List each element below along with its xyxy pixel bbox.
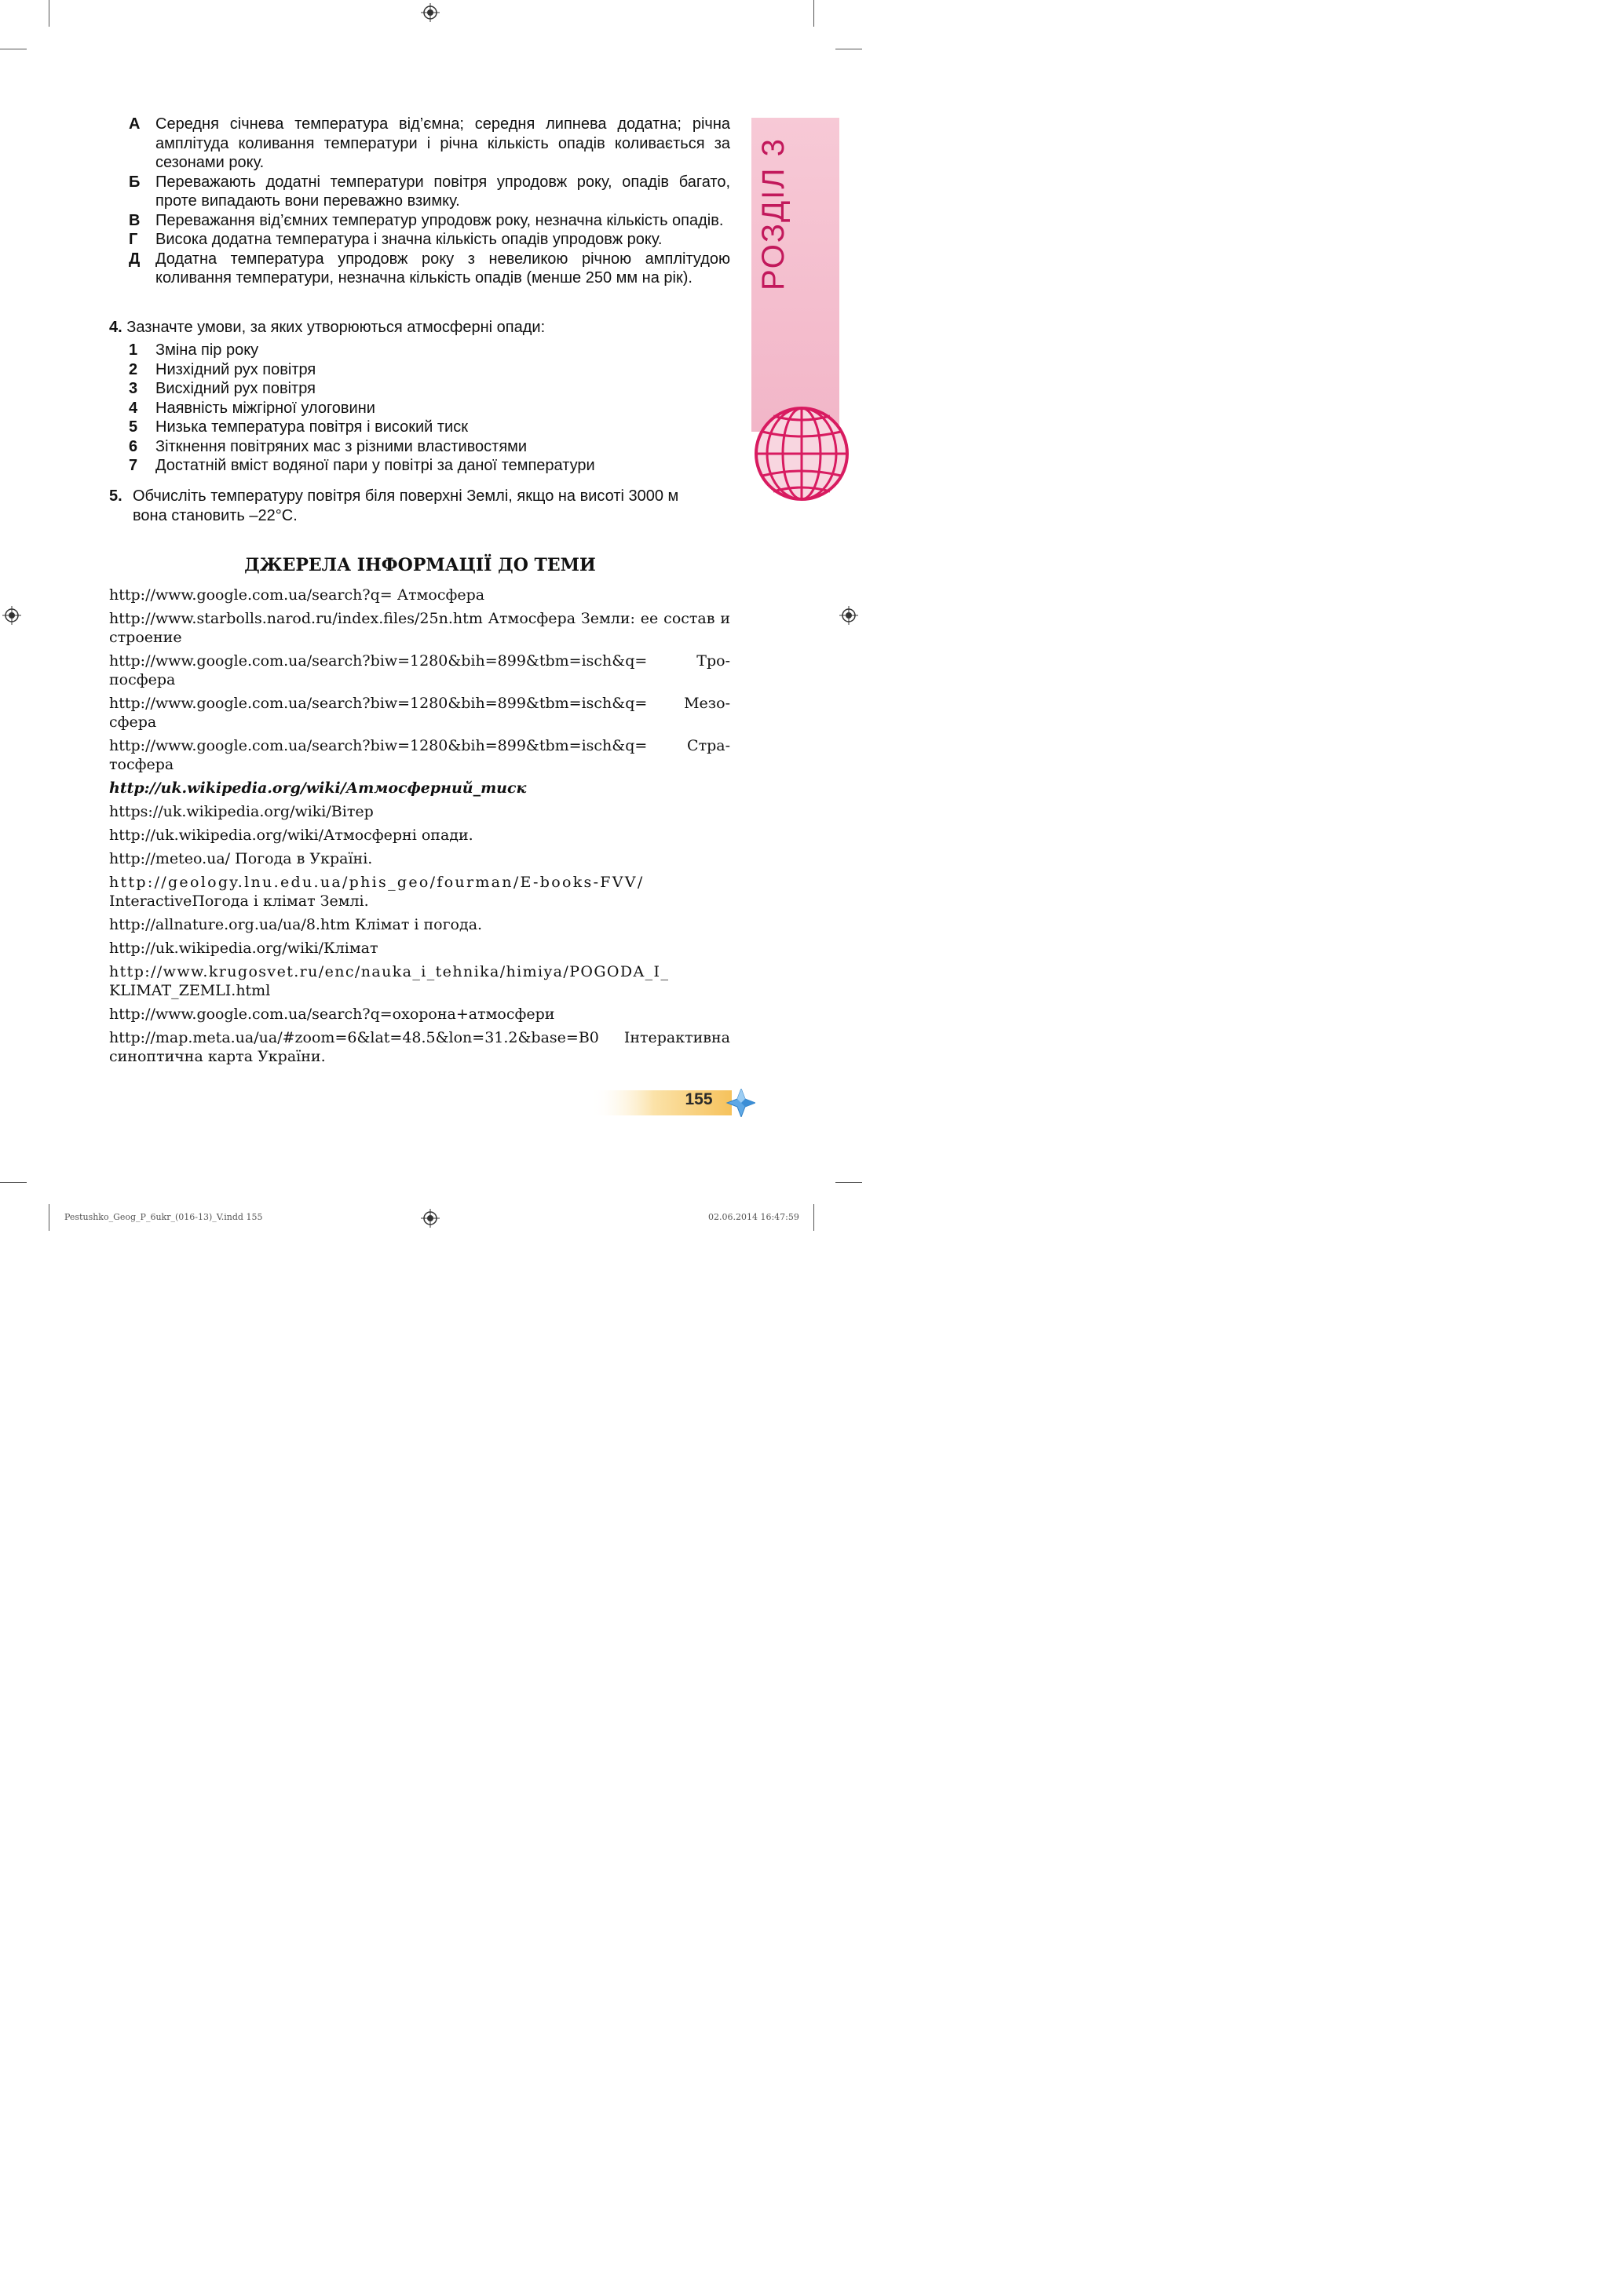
crop-mark xyxy=(0,1182,27,1183)
option-v: В Переважання від’ємних температур упродовж року, незначна кількість опадів. xyxy=(129,211,724,229)
registration-mark-icon xyxy=(421,1209,440,1228)
question-5: 5. Обчисліть температуру повітря біля поверхні Землі, якщо на висоті 3000 м вона становить –22°С. xyxy=(109,487,679,524)
globe-icon xyxy=(750,402,853,506)
source-link[interactable]: http://meteo.ua/ Погода в Україні. xyxy=(109,850,373,867)
source-link[interactable]: Стра- http://www.google.com.ua/search?biw=1280&bih=899&tbm=isch&q= тосфера xyxy=(109,737,730,773)
source-link[interactable]: https://uk.wikipedia.org/wiki/Вітер xyxy=(109,803,374,820)
question-4: 4. Зазначте умови, за яких утворюються атмосферні опади: xyxy=(109,319,546,336)
page-number-bar xyxy=(590,1089,755,1117)
conditions-list xyxy=(129,341,595,476)
option-g: Г Висока додатна температура і значна кількість опадів упродовж року. xyxy=(129,231,663,248)
list-item: 2 Низхідний рух повітря xyxy=(129,360,316,378)
source-link[interactable]: http://map.meta.ua/ua/#zoom=6&lat=48.5&lon=31.2&base=B0 Інтерактивна синоптична карта України. xyxy=(109,1029,730,1065)
list-item: 6 Зіткнення повітряних мас з різними властивостями xyxy=(129,437,528,455)
print-slug-file: Pestushko_Geog_P_6ukr_(016-13)_V.indd 155 xyxy=(64,1212,263,1222)
answer-options xyxy=(129,115,730,288)
list-item: 4 Наявність міжгірної улоговини xyxy=(129,399,375,417)
source-link[interactable]: http://uk.wikipedia.org/wiki/Клімат xyxy=(109,940,378,957)
sources-heading: ДЖЕРЕЛА ІНФОРМАЦІЇ ДО ТЕМИ xyxy=(244,555,596,575)
list-item: 1 Зміна пір року xyxy=(129,341,259,359)
source-link[interactable]: http://uk.wikipedia.org/wiki/Атмосферний_тиск xyxy=(109,779,527,797)
sources-list xyxy=(109,586,730,1071)
source-link[interactable]: http://allnature.org.ua/ua/8.htm Клімат і погода. xyxy=(109,916,483,933)
option-a: А Середня січнева температура від’ємна; середня липнева додатна; річна амплітуда коливання температури і річна кількість опадів коливається за сезонами року. xyxy=(129,115,730,171)
source-link[interactable]: http://www.krugosvet.ru/enc/nauka_i_tehnika/himiya/POGODA_I_ KLIMAT_ZEMLI.html xyxy=(109,963,670,999)
registration-mark-icon xyxy=(839,606,858,625)
page-number: 155 xyxy=(685,1090,713,1108)
source-link[interactable]: Тро- http://www.google.com.ua/search?biw=1280&bih=899&tbm=isch&q= посфера xyxy=(109,652,730,688)
list-item: 7 Достатній вміст водяної пари у повітрі за даної температури xyxy=(129,457,595,474)
registration-mark-icon xyxy=(2,606,21,625)
source-link[interactable]: Мезо- http://www.google.com.ua/search?biw=1280&bih=899&tbm=isch&q= сфера xyxy=(109,695,730,731)
list-item: 5 Низька температура повітря і високий тиск xyxy=(129,418,468,436)
option-b: Б Переважають додатні температури повітря упродовж року, опадів багато, проте випадають вони переважно взимку. xyxy=(129,173,730,210)
svg-text:РОЗДІЛ 3: РОЗДІЛ 3 xyxy=(756,137,791,290)
source-link[interactable]: http://www.starbolls.narod.ru/index.files/25n.htm Атмосфера Земли: ее состав и строение xyxy=(109,610,730,646)
source-link[interactable]: http://www.google.com.ua/search?q=охорона+атмосфери xyxy=(109,1006,555,1023)
source-link[interactable]: http://uk.wikipedia.org/wiki/Атмосферні опади. xyxy=(109,827,473,844)
crop-mark xyxy=(813,1204,814,1231)
list-item: 3 Висхідний рух повітря xyxy=(129,380,316,397)
crop-mark xyxy=(835,1182,862,1183)
source-link[interactable]: http://geology.lnu.edu.ua/phis_geo/fourman/E-books-FVV/ InteractiveПогода і клімат Землі. xyxy=(109,874,645,910)
option-d: Д Додатна температура упродовж року з невеликою річною амплітудою коливання температури, незначна кількість опадів (менше 250 мм на рік). xyxy=(129,250,730,287)
source-link[interactable]: http://www.google.com.ua/search?q= Атмосфера xyxy=(109,586,485,604)
crop-mark xyxy=(813,0,814,27)
section-tab-label xyxy=(752,118,793,298)
print-slug-date: 02.06.2014 16:47:59 xyxy=(708,1212,799,1222)
registration-mark-icon xyxy=(421,3,440,22)
